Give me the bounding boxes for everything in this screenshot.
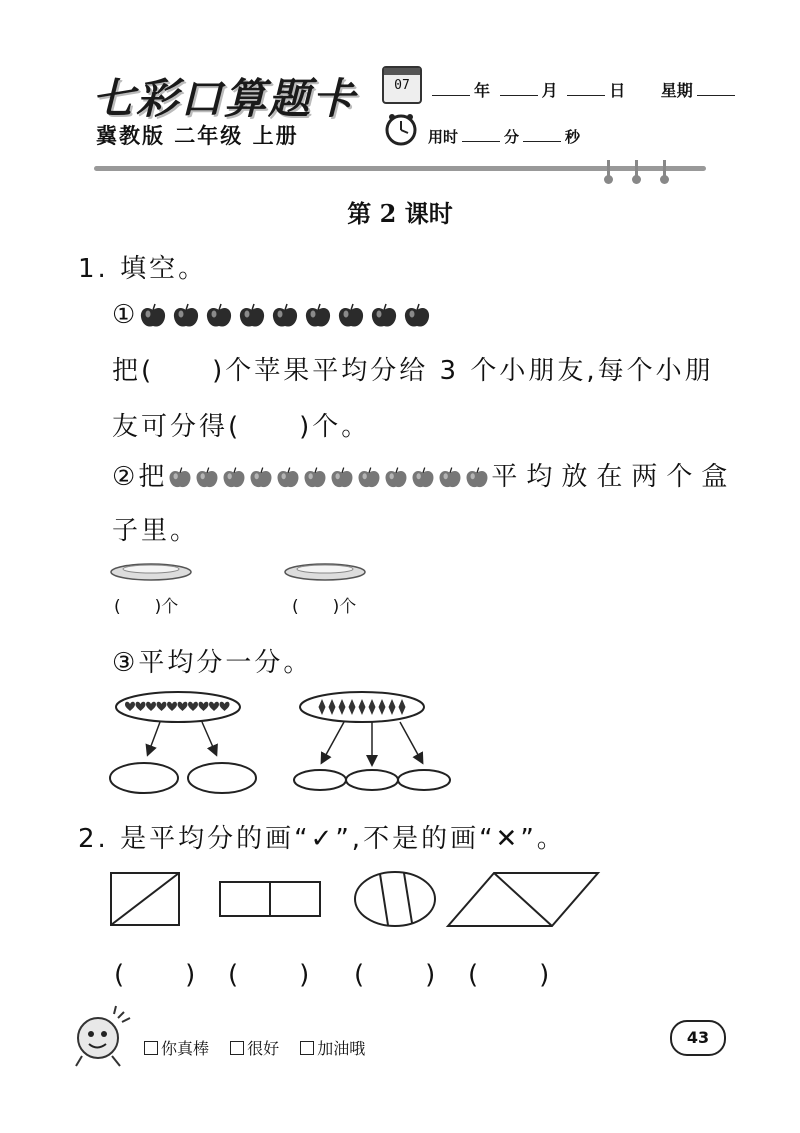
diamond-icon bbox=[339, 699, 346, 715]
apple-icon bbox=[204, 303, 234, 329]
shape-square-diagonal bbox=[111, 873, 179, 925]
q1-item1-line1: 把( )个苹果平均分给 3 个小朋友,每个小朋 bbox=[112, 356, 714, 386]
apple-icon bbox=[221, 466, 247, 490]
diamond-icon bbox=[319, 699, 326, 715]
diamonds-target-oval bbox=[294, 770, 346, 790]
q1-item1-line2: 友可分得( )个。 bbox=[112, 412, 371, 442]
time-line bbox=[428, 126, 580, 147]
diamond-icon bbox=[349, 699, 356, 715]
diamonds-target-oval bbox=[398, 770, 450, 790]
diamond-icon bbox=[329, 699, 336, 715]
diamond-icon bbox=[369, 699, 376, 715]
diamond-icon bbox=[389, 699, 396, 715]
seconds-blank[interactable] bbox=[523, 127, 561, 142]
q1-item3-row bbox=[112, 642, 312, 679]
q2-answer-1[interactable]: ( ) bbox=[114, 960, 199, 990]
apple-icon bbox=[248, 466, 274, 490]
q2-answer-4[interactable]: ( ) bbox=[468, 960, 553, 990]
heart-icon bbox=[146, 702, 156, 711]
mascot-icon bbox=[68, 1004, 138, 1068]
item3-marker: ③ bbox=[112, 648, 139, 678]
apple-icon bbox=[302, 466, 328, 490]
diamond-icon bbox=[379, 699, 386, 715]
rating-label-1: 你真棒 bbox=[161, 1039, 210, 1058]
q2-heading bbox=[78, 818, 566, 855]
apple-icon bbox=[167, 466, 193, 490]
heart-icon bbox=[220, 702, 230, 711]
apple-row-12 bbox=[167, 462, 491, 492]
seconds-label: 秒 bbox=[565, 128, 581, 146]
apple-row-9 bbox=[138, 300, 435, 330]
rating-checkbox-3[interactable] bbox=[300, 1041, 314, 1055]
apple-icon bbox=[194, 466, 220, 490]
diamond-icon bbox=[359, 699, 366, 715]
q2-answer-3[interactable]: ( ) bbox=[354, 960, 439, 990]
q1-heading bbox=[78, 248, 207, 285]
apple-icon bbox=[138, 303, 168, 329]
diamonds-group bbox=[319, 699, 406, 715]
calendar-icon bbox=[382, 66, 422, 104]
q2-title: 是平均分的画“✓”,不是的画“✕”。 bbox=[120, 824, 566, 854]
time-used-label: 用时 bbox=[428, 128, 459, 146]
q1-item2-line2: 子里。 bbox=[112, 516, 200, 546]
q1-title: 填空。 bbox=[120, 254, 208, 284]
rating-label-3: 加油哦 bbox=[317, 1039, 366, 1058]
q1-number: 1. bbox=[78, 254, 109, 284]
diamond-icon bbox=[399, 699, 406, 715]
apple-icon bbox=[171, 303, 201, 329]
hearts-target-oval bbox=[188, 763, 256, 793]
shape-oval-strips bbox=[355, 872, 435, 926]
apple-icon bbox=[356, 466, 382, 490]
plate-right-count: ( )个 bbox=[292, 597, 357, 617]
apple-icon bbox=[275, 466, 301, 490]
q2-number: 2. bbox=[78, 824, 109, 854]
weekday-label: 星期 bbox=[660, 81, 693, 100]
rating-checkbox-2[interactable] bbox=[230, 1041, 244, 1055]
heart-icon bbox=[167, 702, 177, 711]
self-rating bbox=[144, 1036, 365, 1059]
weekday-blank[interactable] bbox=[697, 81, 735, 96]
date-line bbox=[428, 78, 739, 101]
apple-icon bbox=[336, 303, 366, 329]
plate-right bbox=[282, 558, 368, 584]
apple-icon bbox=[464, 466, 490, 490]
page-number: 43 bbox=[670, 1020, 726, 1056]
edition-label: 冀教版 二年级 上册 bbox=[96, 124, 299, 148]
month-blank[interactable] bbox=[500, 81, 538, 96]
q2-answer-2[interactable]: ( ) bbox=[228, 960, 313, 990]
item1-marker: ① bbox=[112, 300, 139, 330]
rule-pin bbox=[663, 160, 666, 180]
item2-marker: ② bbox=[112, 462, 139, 492]
header-rule bbox=[94, 166, 706, 171]
q1-item1-row bbox=[112, 300, 435, 330]
heart-icon bbox=[209, 702, 219, 711]
divide-diagram bbox=[100, 684, 470, 796]
calendar-day: 07 bbox=[394, 78, 410, 93]
rating-checkbox-1[interactable] bbox=[144, 1041, 158, 1055]
lesson-title: 第 2 课时 bbox=[347, 199, 453, 228]
shapes-row bbox=[108, 868, 608, 930]
apple-icon bbox=[437, 466, 463, 490]
rule-pin bbox=[607, 160, 610, 180]
plate-left bbox=[108, 558, 194, 584]
minutes-label: 分 bbox=[504, 128, 520, 146]
apple-icon bbox=[383, 466, 409, 490]
heart-icon bbox=[178, 702, 188, 711]
heart-icon bbox=[125, 702, 135, 711]
item2-prefix: 把 bbox=[138, 462, 168, 492]
brand-title: 七彩口算题卡 bbox=[92, 74, 357, 123]
q1-item2-row bbox=[112, 456, 736, 493]
clock-icon bbox=[384, 112, 418, 146]
shape-rectangle-halves bbox=[220, 882, 320, 916]
apple-icon bbox=[237, 303, 267, 329]
minutes-blank[interactable] bbox=[462, 127, 500, 142]
shape-parallelogram-diagonal bbox=[448, 873, 598, 926]
month-label: 月 bbox=[541, 81, 558, 100]
day-blank[interactable] bbox=[567, 81, 605, 96]
apple-icon bbox=[369, 303, 399, 329]
apple-icon bbox=[303, 303, 333, 329]
heart-icon bbox=[157, 702, 167, 711]
rating-label-2: 很好 bbox=[247, 1039, 280, 1058]
diamonds-target-oval bbox=[346, 770, 398, 790]
rule-pin bbox=[635, 160, 638, 180]
apple-icon bbox=[329, 466, 355, 490]
year-label: 年 bbox=[474, 81, 491, 100]
heart-icon bbox=[136, 702, 146, 711]
plate-left-count: ( )个 bbox=[114, 597, 179, 617]
item2-suffix: 平均放在两个盒 bbox=[491, 462, 737, 492]
heart-icon bbox=[199, 702, 209, 711]
apple-icon bbox=[410, 466, 436, 490]
hearts-target-oval bbox=[110, 763, 178, 793]
year-blank[interactable] bbox=[432, 81, 470, 96]
heart-icon bbox=[188, 702, 198, 711]
item3-text: 平均分一分。 bbox=[138, 648, 313, 678]
apple-icon bbox=[270, 303, 300, 329]
day-label: 日 bbox=[609, 81, 626, 100]
apple-icon bbox=[402, 303, 432, 329]
hearts-group bbox=[125, 702, 230, 711]
